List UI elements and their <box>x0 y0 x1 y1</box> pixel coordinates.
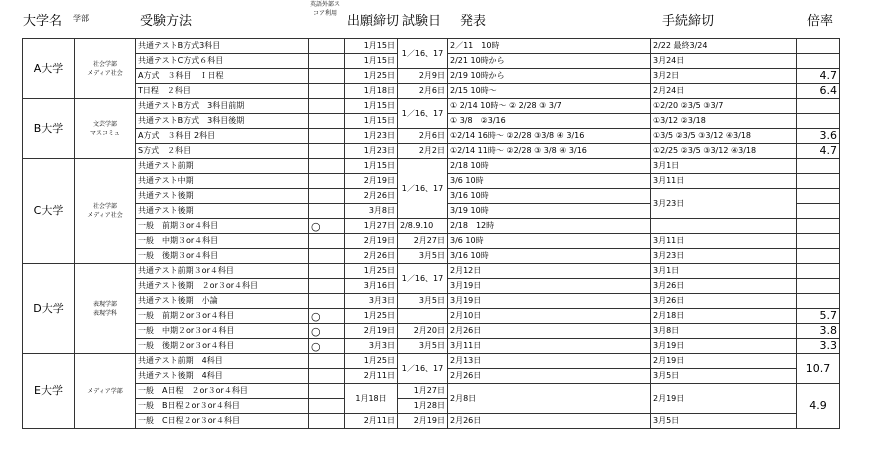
header-faculty: 学部 <box>73 14 89 23</box>
deadline: 2月26日 <box>345 249 398 264</box>
method: 共通テスト中期 <box>136 174 309 189</box>
ratio <box>797 249 840 264</box>
procedure: ①2/20 ②3/5 ③3/7 <box>651 99 797 114</box>
exam-date: 2月6日 <box>398 129 448 144</box>
exam-date: 1／16、17 <box>398 39 448 69</box>
deadline: 3月3日 <box>345 339 398 354</box>
method: 共通テストB方式3科目 <box>136 39 309 54</box>
procedure: ①2/25 ②3/5 ③3/12 ④3/18 <box>651 144 797 159</box>
procedure: 3月2日 <box>651 69 797 84</box>
method: 一般 前期２or３or４科目 <box>136 309 309 324</box>
external-mark: ○ <box>309 219 345 234</box>
deadline: 1月25日 <box>345 69 398 84</box>
exam-date: 2月6日 <box>398 84 448 99</box>
deadline: 1月23日 <box>345 144 398 159</box>
header-deadline: 出願締切 <box>347 14 400 29</box>
university-name: C大学 <box>23 159 75 264</box>
ratio: 6.4 <box>797 84 840 99</box>
deadline: 3月16日 <box>345 279 398 294</box>
external-mark: ○ <box>309 339 345 354</box>
announce: 3月11日 <box>448 339 651 354</box>
ratio: 3.6 <box>797 129 840 144</box>
table-row <box>23 309 840 324</box>
table-row <box>23 324 840 339</box>
method: 共通テストB方式 3科目前期 <box>136 99 309 114</box>
announce: ①2/14 16時～ ②2/28 ③3/8 ④ 3/16 <box>448 129 651 144</box>
table-row <box>23 234 840 249</box>
ratio: 4.7 <box>797 144 840 159</box>
faculty-name: 文芸学部 マスコミュ <box>75 99 136 159</box>
ratio <box>797 114 840 129</box>
header-external-score: 英語外部スコア利用 <box>309 1 340 17</box>
table-row <box>23 249 840 264</box>
exam-date: 1／16、17 <box>398 264 448 294</box>
header-procedure: 手続締切 <box>662 14 715 29</box>
exam-date: 2月27日 <box>398 234 448 249</box>
external-mark <box>309 249 345 264</box>
ratio: 4.9 <box>797 384 840 429</box>
announce: 2月12日 <box>448 264 651 279</box>
external-mark <box>309 114 345 129</box>
announce: 2/15 10時～ <box>448 84 651 99</box>
announce: 2月10日 <box>448 309 651 324</box>
deadline: 3月8日 <box>345 204 398 219</box>
ratio <box>797 294 840 309</box>
announce: 3/16 10時 <box>448 249 651 264</box>
external-mark <box>309 369 345 384</box>
external-mark <box>309 129 345 144</box>
procedure: 2/22 最終3/24 <box>651 39 797 54</box>
announce: ① 2/14 10時～ ② 2/28 ③ 3/7 <box>448 99 651 114</box>
procedure: 3月1日 <box>651 159 797 174</box>
ratio <box>797 279 840 294</box>
external-mark <box>309 399 345 414</box>
table-row <box>23 414 840 429</box>
exam-date: 1／16、17 <box>398 354 448 384</box>
ratio: 5.7 <box>797 309 840 324</box>
exam-date: 2月2日 <box>398 144 448 159</box>
table-row <box>23 144 840 159</box>
ratio <box>797 54 840 69</box>
table-row <box>23 129 840 144</box>
procedure: 2月24日 <box>651 84 797 99</box>
exam-date: 2月20日 <box>398 324 448 339</box>
method: 一般 中期２or３or４科目 <box>136 324 309 339</box>
procedure: 3月1日 <box>651 264 797 279</box>
method: 共通テスト前期３or４科目 <box>136 264 309 279</box>
procedure: 2月19日 <box>651 384 797 414</box>
announce: 2月26日 <box>448 414 651 429</box>
ratio <box>797 174 840 189</box>
deadline: 1月15日 <box>345 54 398 69</box>
ratio <box>797 264 840 279</box>
exam-date: 2/8.9.10 <box>398 219 448 234</box>
procedure: 3月19日 <box>651 339 797 354</box>
method: 共通テスト前期 <box>136 159 309 174</box>
ratio: 3.8 <box>797 324 840 339</box>
header-method: 受験方法 <box>140 14 193 29</box>
university-name: B大学 <box>23 99 75 159</box>
header-announce: 発表 <box>460 14 487 29</box>
announce: 3/6 10時 <box>448 234 651 249</box>
exam-date: 1／16、17 <box>398 99 448 129</box>
ratio <box>797 99 840 114</box>
procedure: 3月23日 <box>651 249 797 264</box>
table-row <box>23 339 840 354</box>
method: 一般 後期３or４科目 <box>136 249 309 264</box>
header-university: 大学名 <box>23 14 63 29</box>
announce: 3月19日 <box>448 279 651 294</box>
method: 共通テストC方式６科目 <box>136 54 309 69</box>
announce: 2／11 10時 <box>448 39 651 54</box>
ratio <box>797 39 840 54</box>
deadline: 2月11日 <box>345 369 398 384</box>
announce: 2月8日 <box>448 384 651 414</box>
table-row <box>23 159 840 174</box>
procedure: 2月18日 <box>651 309 797 324</box>
faculty-name: メディア学部 <box>75 354 136 429</box>
external-mark <box>309 144 345 159</box>
method: S方式 ２科目 <box>136 144 309 159</box>
announce: 2月13日 <box>448 354 651 369</box>
procedure: 2月19日 <box>651 354 797 369</box>
external-mark <box>309 99 345 114</box>
exam-date: 1／16、17 <box>398 159 448 219</box>
deadline: 2月19日 <box>345 174 398 189</box>
method: 共通テスト後期 <box>136 204 309 219</box>
method: 一般 C日程２or３or４科目 <box>136 414 309 429</box>
procedure: 3月11日 <box>651 174 797 189</box>
deadline: 1月15日 <box>345 159 398 174</box>
announce: 3/19 10時 <box>448 204 651 219</box>
ratio <box>797 189 840 204</box>
method: 共通テスト後期 <box>136 189 309 204</box>
schedule-table <box>22 38 840 429</box>
announce: 3/6 10時 <box>448 174 651 189</box>
external-mark <box>309 189 345 204</box>
procedure: 3月26日 <box>651 279 797 294</box>
method: 一般 A日程 ２or３or４科目 <box>136 384 309 399</box>
faculty-name: 表現学部 表現学科 <box>75 264 136 354</box>
method: 一般 後期２or３or４科目 <box>136 339 309 354</box>
table-row <box>23 39 840 54</box>
deadline: 1月25日 <box>345 264 398 279</box>
deadline: 1月23日 <box>345 129 398 144</box>
announce: 2/18 12時 <box>448 219 651 234</box>
method: 共通テストB方式 3科目後期 <box>136 114 309 129</box>
external-mark <box>309 174 345 189</box>
procedure: ①3/12 ②3/18 <box>651 114 797 129</box>
method: 一般 中期３or４科目 <box>136 234 309 249</box>
deadline: 2月19日 <box>345 234 398 249</box>
announce: 2月26日 <box>448 369 651 384</box>
table-row <box>23 354 840 369</box>
exam-date: 2月9日 <box>398 69 448 84</box>
ratio <box>797 219 840 234</box>
external-mark <box>309 384 345 399</box>
faculty-name: 社会学部 メディア社会 <box>75 159 136 264</box>
table-row <box>23 84 840 99</box>
table-row <box>23 294 840 309</box>
announce: 2/21 10時から <box>448 54 651 69</box>
method: T日程 ２科目 <box>136 84 309 99</box>
announce: ①2/14 11時～ ②2/28 ③ 3/8 ④ 3/16 <box>448 144 651 159</box>
announce: 2月26日 <box>448 324 651 339</box>
procedure: 3月5日 <box>651 414 797 429</box>
external-mark <box>309 54 345 69</box>
deadline: 3月3日 <box>345 294 398 309</box>
method: 共通テスト後期 小論 <box>136 294 309 309</box>
procedure: 3月8日 <box>651 324 797 339</box>
ratio <box>797 159 840 174</box>
external-mark <box>309 69 345 84</box>
header-exam-date: 試験日 <box>402 14 442 29</box>
external-mark <box>309 204 345 219</box>
university-name: A大学 <box>23 39 75 99</box>
method: 一般 前期３or４科目 <box>136 219 309 234</box>
procedure: 3月24日 <box>651 54 797 69</box>
method: 一般 B日程２or３or４科目 <box>136 399 309 414</box>
method: 共通テスト前期 4科目 <box>136 354 309 369</box>
ratio: 10.7 <box>797 354 840 384</box>
announce: 2/19 10時から <box>448 69 651 84</box>
deadline: 1月18日 <box>345 384 398 414</box>
exam-date: 3月5日 <box>398 339 448 354</box>
ratio: 3.3 <box>797 339 840 354</box>
external-mark: ○ <box>309 324 345 339</box>
university-name: E大学 <box>23 354 75 429</box>
deadline: 2月26日 <box>345 189 398 204</box>
table-row <box>23 264 840 279</box>
announce: 3/16 10時 <box>448 189 651 204</box>
deadline: 1月18日 <box>345 84 398 99</box>
method: 共通テスト後期 ２or３or４科目 <box>136 279 309 294</box>
procedure <box>651 219 797 234</box>
announce: ① 3/8 ②3/16 <box>448 114 651 129</box>
announce: 3月19日 <box>448 294 651 309</box>
external-mark <box>309 294 345 309</box>
external-mark <box>309 84 345 99</box>
exam-date: 3月5日 <box>398 294 448 309</box>
exam-date: 1月27日 <box>398 384 448 399</box>
deadline: 2月11日 <box>345 414 398 429</box>
exam-date: 3月5日 <box>398 249 448 264</box>
deadline: 1月15日 <box>345 39 398 54</box>
external-mark <box>309 234 345 249</box>
ratio <box>797 204 840 219</box>
exam-date: 1月28日 <box>398 399 448 414</box>
faculty-name: 社会学部 メディア社会 <box>75 39 136 99</box>
table-row <box>23 384 840 399</box>
ratio <box>797 234 840 249</box>
announce: 2/18 10時 <box>448 159 651 174</box>
deadline: 1月25日 <box>345 309 398 324</box>
procedure: 3月23日 <box>651 189 797 219</box>
deadline: 2月19日 <box>345 324 398 339</box>
table-row <box>23 69 840 84</box>
external-mark: ○ <box>309 309 345 324</box>
deadline: 1月15日 <box>345 99 398 114</box>
table-header <box>0 0 877 36</box>
table-row <box>23 99 840 114</box>
method: A方式 ３科目 2科目 <box>136 129 309 144</box>
ratio: 4.7 <box>797 69 840 84</box>
university-name: D大学 <box>23 264 75 354</box>
external-mark <box>309 159 345 174</box>
deadline: 1月25日 <box>345 354 398 369</box>
procedure: 3月5日 <box>651 369 797 384</box>
deadline: 1月15日 <box>345 114 398 129</box>
procedure: 3月11日 <box>651 234 797 249</box>
external-mark <box>309 39 345 54</box>
exam-date: 2月19日 <box>398 414 448 429</box>
method: A方式 ３科目 Ｉ日程 <box>136 69 309 84</box>
external-mark <box>309 279 345 294</box>
table-row <box>23 219 840 234</box>
method: 共通テスト後期 4科目 <box>136 369 309 384</box>
external-mark <box>309 354 345 369</box>
header-ratio: 倍率 <box>807 14 834 29</box>
external-mark <box>309 264 345 279</box>
procedure: 3月26日 <box>651 294 797 309</box>
deadline: 1月27日 <box>345 219 398 234</box>
procedure: ①3/5 ②3/5 ③3/12 ④3/18 <box>651 129 797 144</box>
external-mark <box>309 414 345 429</box>
exam-date <box>398 309 448 324</box>
